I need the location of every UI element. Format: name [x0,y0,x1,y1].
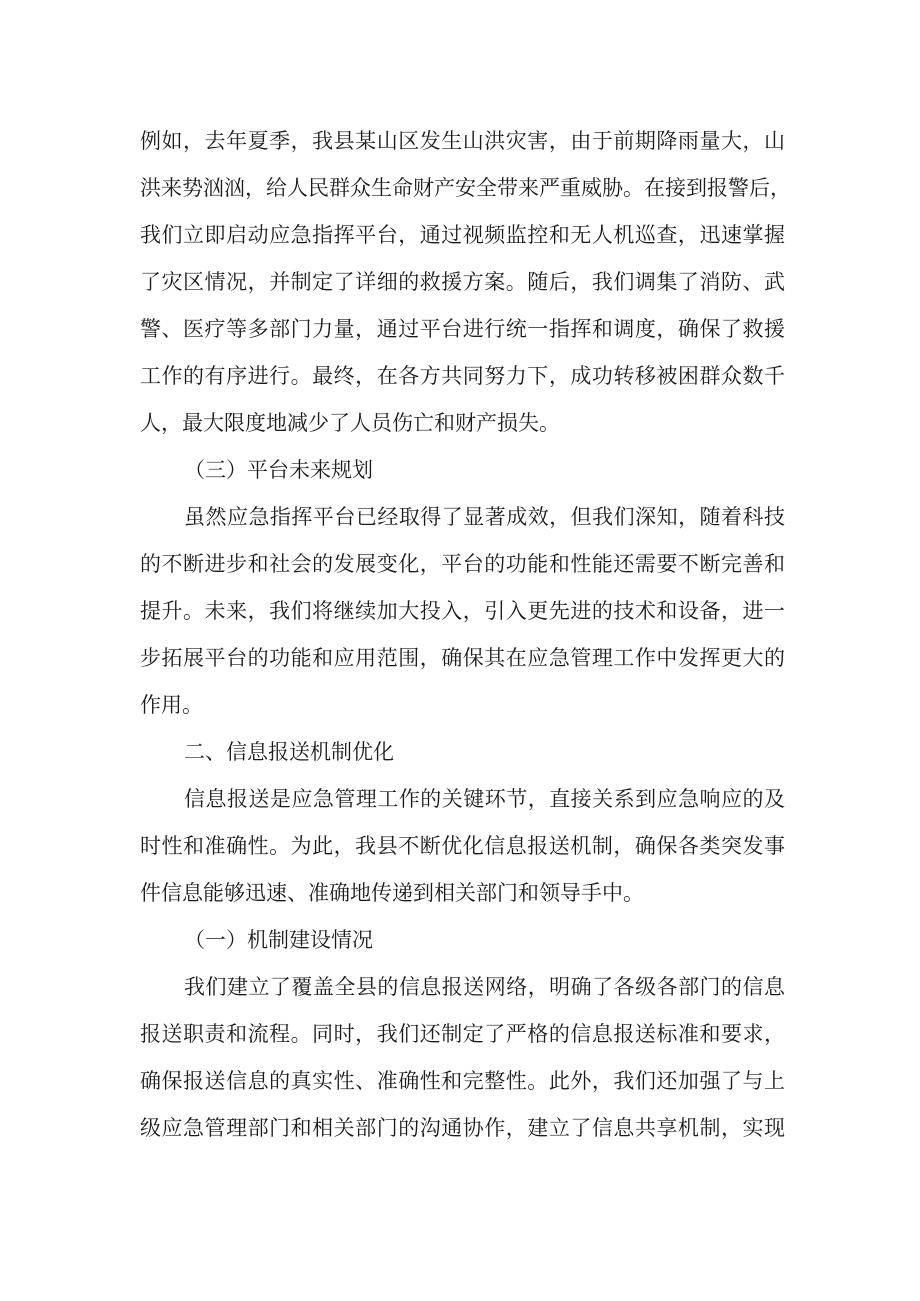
paragraph-line: 报送职责和流程。同时，我们还制定了严格的信息报送标准和要求， [140,1022,785,1046]
paragraph-line: 信息报送是应急管理工作的关键环节，直接关系到应急响应的及 [184,787,785,811]
paragraph-line: 虽然应急指挥平台已经取得了显著成效，但我们深知，随着科技 [184,505,785,529]
section-heading: （三）平台未来规划 [184,458,373,482]
paragraph-line: 人，最大限度地减少了人员伤亡和财产损失。 [140,411,560,435]
paragraph-line: 确保报送信息的真实性、准确性和完整性。此外，我们还加强了与上 [140,1069,785,1093]
section-heading: （一）机制建设情况 [184,928,373,952]
section-heading: 二、信息报送机制优化 [184,740,394,764]
paragraph-line: 警、医疗等多部门力量，通过平台进行统一指挥和调度，确保了救援 [140,317,785,341]
paragraph-line: 了灾区情况，并制定了详细的救援方案。随后，我们调集了消防、武 [140,270,785,294]
paragraph-line: 时性和准确性。为此，我县不断优化信息报送机制，确保各类突发事 [140,834,785,858]
paragraph-line: 例如，去年夏季，我县某山区发生山洪灾害，由于前期降雨量大，山 [140,129,785,153]
paragraph-line: 我们建立了覆盖全县的信息报送网络，明确了各级各部门的信息 [184,975,785,999]
paragraph-line: 工作的有序进行。最终，在各方共同努力下，成功转移被困群众数千 [140,364,785,388]
paragraph-line: 级应急管理部门和相关部门的沟通协作，建立了信息共享机制，实现 [140,1116,785,1140]
paragraph-line: 我们立即启动应急指挥平台，通过视频监控和无人机巡查，迅速掌握 [140,223,785,247]
paragraph-line: 作用。 [140,693,203,717]
paragraph-line: 洪来势汹汹，给人民群众生命财产安全带来严重威胁。在接到报警后， [140,176,791,200]
paragraph-line: 件信息能够迅速、准确地传递到相关部门和领导手中。 [140,881,644,905]
paragraph-line: 的不断进步和社会的发展变化，平台的功能和性能还需要不断完善和 [140,552,785,576]
paragraph-line: 提升。未来，我们将继续加大投入，引入更先进的技术和设备，进一 [140,599,785,623]
paragraph-line: 步拓展平台的功能和应用范围，确保其在应急管理工作中发挥更大的 [140,646,785,670]
